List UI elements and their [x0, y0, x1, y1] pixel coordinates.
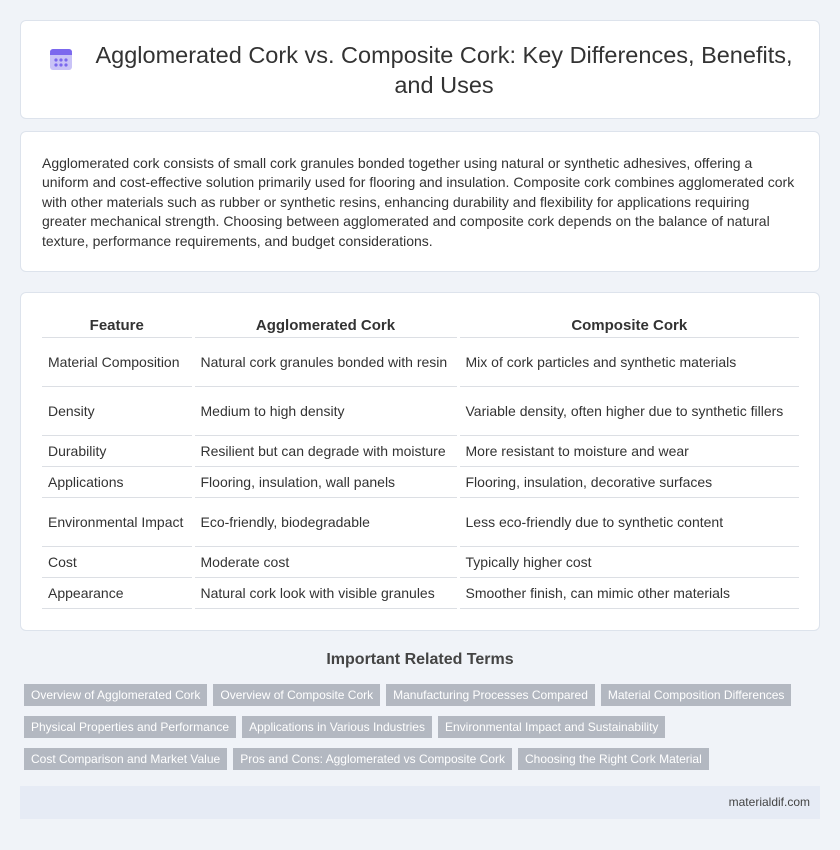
feature-cell: Durability	[42, 435, 193, 466]
related-term-tag[interactable]: Overview of Agglomerated Cork	[24, 684, 207, 706]
feature-cell: Density	[42, 386, 193, 435]
agglomerated-cell: Resilient but can degrade with moisture	[193, 435, 458, 466]
header-feature: Feature	[42, 317, 193, 337]
composite-cell: More resistant to moisture and wear	[458, 435, 799, 466]
agglomerated-cell: Natural cork look with visible granules	[193, 577, 458, 608]
related-term-tag[interactable]: Physical Properties and Performance	[24, 716, 236, 738]
table-header-row	[42, 317, 799, 337]
table-row	[42, 435, 799, 466]
composite-cell: Variable density, often higher due to synthetic fillers	[458, 386, 799, 435]
related-terms-heading: Important Related Terms	[326, 651, 514, 668]
table-row	[42, 337, 799, 386]
header-composite: Composite Cork	[458, 317, 799, 337]
table-row	[42, 466, 799, 497]
table-row	[42, 497, 799, 546]
related-term-tag[interactable]: Choosing the Right Cork Material	[518, 748, 709, 770]
related-term-tag[interactable]: Overview of Composite Cork	[213, 684, 380, 706]
footer-site-name[interactable]: materialdif.com	[728, 795, 810, 809]
agglomerated-cell: Eco-friendly, biodegradable	[193, 497, 458, 546]
feature-cell: Cost	[42, 546, 193, 577]
feature-cell: Environmental Impact	[42, 497, 193, 546]
page-title: Agglomerated Cork vs. Composite Cork: Key Differences, Benefits, and Uses	[95, 41, 793, 98]
table-row	[42, 577, 799, 608]
intro-card	[20, 131, 820, 272]
related-term-tag[interactable]: Manufacturing Processes Compared	[386, 684, 595, 706]
agglomerated-cell: Moderate cost	[193, 546, 458, 577]
table-row	[42, 546, 799, 577]
intro-paragraph: Agglomerated cork consists of small cork granules bonded together using natural or synthetic adhesives, offering a uniform and cost-effective solution primarily used for flooring and insulation. Composite cork combines agglomerated cork with other materials such as rubber or synthetic resins, enhancing durability and flexibility for applications requiring greater mechanical strength. Choosing between agglomerated and composite cork depends on the balance of natural texture, performance requirements, and budget considerations.	[42, 155, 795, 249]
footer	[20, 786, 820, 819]
composite-cell: Smoother finish, can mimic other materials	[458, 577, 799, 608]
title-card	[20, 20, 820, 119]
related-term-tag[interactable]: Cost Comparison and Market Value	[24, 748, 227, 770]
related-terms-list	[24, 684, 824, 780]
table-row	[42, 386, 799, 435]
composite-cell: Flooring, insulation, decorative surfaces	[458, 466, 799, 497]
related-term-tag[interactable]: Applications in Various Industries	[242, 716, 432, 738]
agglomerated-cell: Natural cork granules bonded with resin	[193, 337, 458, 386]
composite-cell: Mix of cork particles and synthetic materials	[458, 337, 799, 386]
feature-cell: Applications	[42, 466, 193, 497]
feature-cell: Appearance	[42, 577, 193, 608]
related-term-tag[interactable]: Material Composition Differences	[601, 684, 792, 706]
related-term-tag[interactable]: Environmental Impact and Sustainability	[438, 716, 665, 738]
composite-cell: Less eco-friendly due to synthetic content	[458, 497, 799, 546]
composite-cell: Typically higher cost	[458, 546, 799, 577]
comparison-card	[20, 292, 820, 631]
agglomerated-cell: Medium to high density	[193, 386, 458, 435]
feature-cell: Material Composition	[42, 337, 193, 386]
agglomerated-cell: Flooring, insulation, wall panels	[193, 466, 458, 497]
header-agglomerated: Agglomerated Cork	[193, 317, 458, 337]
related-term-tag[interactable]: Pros and Cons: Agglomerated vs Composite Cork	[233, 748, 512, 770]
comparison-table	[42, 317, 799, 609]
